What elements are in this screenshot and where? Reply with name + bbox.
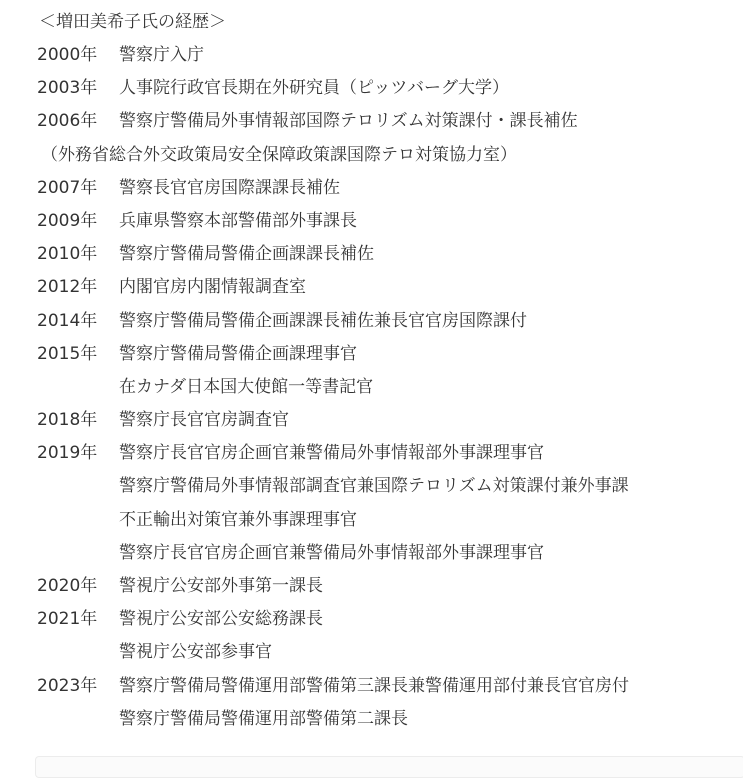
career-year: 2006年: [37, 111, 98, 132]
career-year: 2012年: [37, 277, 98, 298]
career-desc: 警察長官官房国際課課長補佐: [119, 177, 340, 198]
career-row: [37, 271, 737, 304]
career-desc: 兵庫県警察本部警備部外事課長: [119, 210, 357, 231]
career-desc: 警察庁長官官房調査官: [119, 410, 289, 431]
career-row: [37, 238, 737, 271]
career-year: 2015年: [37, 343, 98, 364]
career-desc: 内閣官房内閣情報調査室: [119, 277, 306, 298]
career-year: 2010年: [37, 244, 98, 265]
career-note: （外務省総合外交政策局安全保障政策課国際テロ対策協力室）: [41, 144, 517, 165]
career-row: [37, 603, 737, 636]
career-year: 2019年: [37, 443, 98, 464]
career-desc: 警察庁長官官房企画官兼警備局外事情報部外事課理事官: [119, 443, 544, 464]
career-desc: 警察庁長官官房企画官兼警備局外事情報部外事課理事官: [119, 542, 544, 563]
career-row: [37, 636, 737, 669]
career-year: [37, 636, 119, 669]
career-desc: 警察庁警備局警備企画課課長補佐兼長官官房国際課付: [119, 310, 527, 331]
bottom-content-box: [35, 756, 743, 778]
career-desc: 警察庁警備局警備運用部警備第三課長兼警備運用部付兼長官官房付: [119, 675, 629, 696]
career-year: 2018年: [37, 410, 98, 431]
career-desc: 警察庁警備局外事情報部調査官兼国際テロリズム対策課付兼外事課: [119, 476, 629, 497]
career-row: [37, 105, 737, 138]
career-year: 2009年: [37, 210, 98, 231]
career-row: [37, 703, 737, 736]
career-desc: 警察庁警備局警備企画課理事官: [119, 343, 357, 364]
career-row: [37, 205, 737, 238]
career-desc: 不正輸出対策官兼外事課理事官: [119, 509, 357, 530]
career-row: [37, 338, 737, 371]
career-row: [37, 371, 737, 404]
career-desc: 警視庁公安部外事第一課長: [119, 576, 323, 596]
career-desc: 人事院行政官長期在外研究員（ピッツバーグ大学）: [119, 78, 509, 99]
career-year: 2023年: [37, 675, 98, 696]
career-year: 2003年: [37, 78, 98, 99]
career-year: [37, 504, 119, 537]
career-year: [37, 470, 119, 503]
career-row: [37, 570, 737, 603]
career-desc: 警察庁入庁: [119, 45, 204, 65]
career-row: [37, 172, 737, 205]
career-year: 2021年: [37, 609, 98, 630]
career-desc: 警視庁公安部参事官: [119, 642, 272, 663]
career-year: 2000年: [37, 45, 98, 65]
career-desc: 警察庁警備局警備企画課課長補佐: [119, 244, 374, 265]
career-row: [37, 504, 737, 537]
career-row: [37, 404, 737, 437]
career-row: [37, 39, 737, 72]
career-year: 2020年: [37, 576, 98, 596]
career-desc: 在カナダ日本国大使館一等書記官: [119, 376, 374, 397]
career-desc: 警察庁警備局警備運用部警備第二課長: [119, 708, 408, 729]
career-row: [37, 670, 737, 703]
career-year: [37, 537, 119, 570]
career-year: 2007年: [37, 177, 98, 198]
career-desc: 警視庁公安部公安総務課長: [119, 609, 323, 630]
career-year: [37, 371, 119, 404]
career-heading: ＜増田美希子氏の経歴＞: [39, 12, 226, 32]
career-section: [37, 6, 737, 736]
career-row: [37, 537, 737, 570]
career-desc: 警察庁警備局外事情報部国際テロリズム対策課付・課長補佐: [119, 111, 578, 132]
career-row: [37, 72, 737, 105]
career-year: [37, 703, 119, 736]
career-row: [37, 305, 737, 338]
career-row: [37, 470, 737, 503]
career-year: 2014年: [37, 310, 98, 331]
career-row: [37, 437, 737, 470]
